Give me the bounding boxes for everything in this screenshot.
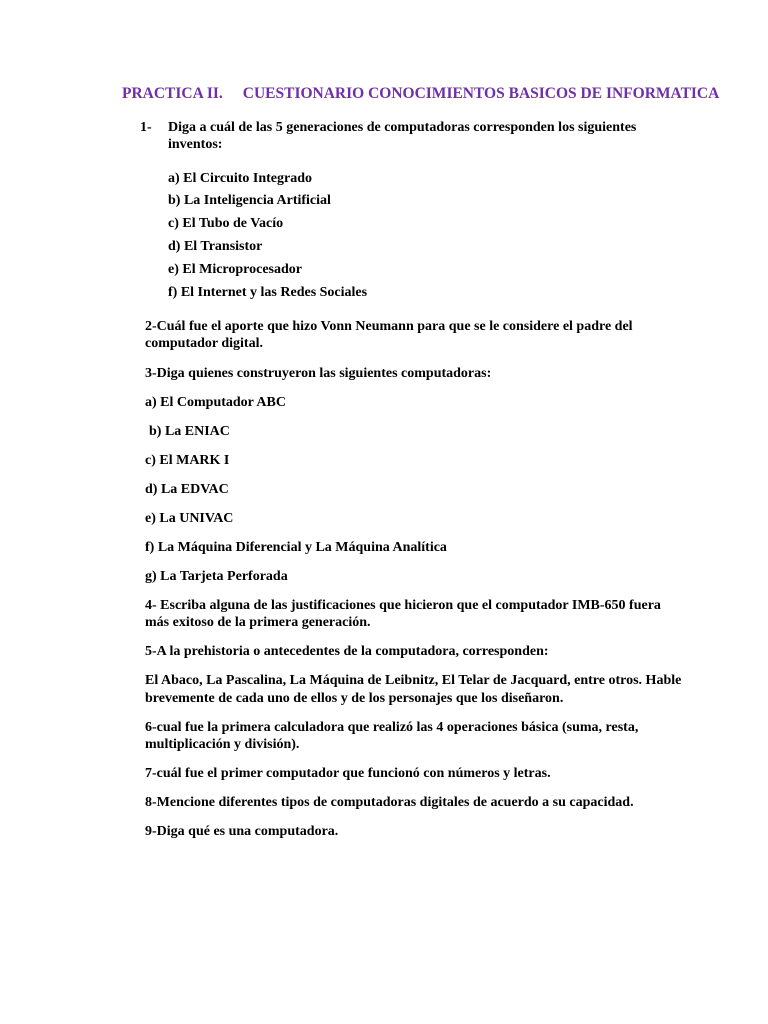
q1-item-a: a) El Circuito Integrado xyxy=(168,171,313,186)
q4-line-1: 4- Escriba alguna de las justificaciones que hicieron que el computador IMB-650 fuera xyxy=(145,598,661,613)
q1-item-d: d) El Transistor xyxy=(168,239,263,254)
q5-paragraph-line-1: El Abaco, La Pascalina, La Máquina de Leibnitz, El Telar de Jacquard, entre otros. Hable xyxy=(145,673,682,688)
q2-line-1: 2-Cuál fue el aporte que hizo Vonn Neumann para que se le considere el padre del xyxy=(145,319,633,334)
q1-item-b: b) La Inteligencia Artificial xyxy=(168,193,331,208)
q1-item-c: c) El Tubo de Vacío xyxy=(168,216,284,231)
q3-item-d: d) La EDVAC xyxy=(145,482,229,497)
q2-line-2: computador digital. xyxy=(145,336,263,351)
q3-item-b: b) La ENIAC xyxy=(149,424,230,439)
q9-line: 9-Diga qué es una computadora. xyxy=(145,824,339,839)
q3-item-f: f) La Máquina Diferencial y La Máquina Analítica xyxy=(145,540,447,555)
q3-item-e: e) La UNIVAC xyxy=(145,511,234,526)
q3-line: 3-Diga quienes construyeron las siguientes computadoras: xyxy=(145,366,492,381)
q1-line-1: Diga a cuál de las 5 generaciones de computadoras corresponden los siguientes xyxy=(168,120,637,135)
q3-item-c: c) El MARK I xyxy=(145,453,230,468)
q5-line: 5-A la prehistoria o antecedentes de la computadora, corresponden: xyxy=(145,644,549,659)
q4-line-2: más exitoso de la primera generación. xyxy=(145,615,371,630)
q6-line-2: multiplicación y división). xyxy=(145,737,300,752)
q1-item-f: f) El Internet y las Redes Sociales xyxy=(168,285,368,300)
q6-line-1: 6-cual fue la primera calculadora que realizó las 4 operaciones básica (suma, resta, xyxy=(145,720,639,735)
q7-line: 7-cuál fue el primer computador que funcionó con números y letras. xyxy=(145,766,551,781)
q1-number: 1- xyxy=(140,120,152,135)
q1-item-e: e) El Microprocesador xyxy=(168,262,303,277)
title-questionnaire: CUESTIONARIO CONOCIMIENTOS BASICOS DE INFORMATICA xyxy=(242,85,720,102)
q1-line-2: inventos: xyxy=(168,137,223,152)
q3-item-a: a) El Computador ABC xyxy=(145,395,286,410)
q3-item-g: g) La Tarjeta Perforada xyxy=(145,569,288,584)
page-title xyxy=(122,84,720,104)
title-practice: PRACTICA II. xyxy=(122,85,223,102)
q8-line: 8-Mencione diferentes tipos de computadoras digitales de acuerdo a su capacidad. xyxy=(145,795,634,810)
q5-paragraph-line-2: brevemente de cada uno de ellos y de los personajes que los diseñaron. xyxy=(145,691,564,706)
